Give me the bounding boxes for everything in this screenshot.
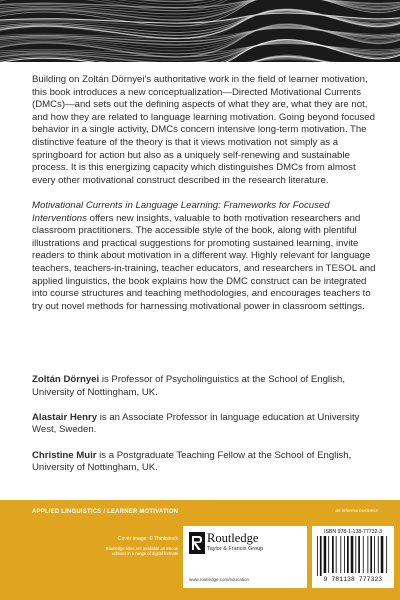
barcode-bar (340, 536, 341, 573)
barcode-digits: 9 781138 777323 (323, 576, 383, 583)
publisher-name: Routledge (207, 531, 259, 545)
barcode-bar (358, 536, 360, 573)
barcode-bar (324, 536, 327, 573)
author-bio-text: is a Postgraduate Teaching Fellow at the School of English, University of Nottingham, UK. (32, 449, 352, 474)
description-paragraph-2 (32, 200, 378, 313)
barcode-bar (370, 536, 372, 573)
author-bio-text: is an Associate Professor in language education at University West, Sweden. (32, 411, 360, 436)
barcode-bar (320, 536, 322, 576)
author-name: Alastair Henry (32, 411, 98, 423)
book-description (32, 74, 378, 326)
author-bio (32, 412, 378, 437)
barcode-bar (347, 536, 349, 573)
publisher-logo (183, 526, 307, 588)
book-title-italic: Motivational Currents in Language Learning: Frameworks for Focused Interventions (32, 199, 330, 224)
author-name: Christine Muir (32, 449, 97, 461)
publisher-url: www.routledge.com/education (189, 577, 250, 582)
barcode-bar (332, 536, 334, 573)
informa-tagline: an informa business (335, 509, 378, 514)
author-bio (32, 450, 378, 475)
isbn-label: ISBN 978-1-138-77732-3 (324, 529, 382, 535)
barcode-bar (355, 536, 356, 573)
series-label: APPLIED LINGUISTICS / LEARNER MOTIVATION (32, 509, 179, 515)
routledge-mark-icon (189, 532, 205, 554)
description-paragraph-2-text: offers new insights, valuable to both motivation researchers and classroom practitioners. The accessible style of the book, along with plentiful illustrations and practical suggestions for promoting sustained learning, invite readers to think about motivation in a different way. Highly relevant for language teachers, teachers-in-training, teacher educators, and researchers in TESOL and applied linguistics, the book explains how the DMC construct can be integrated into course structures and teaching methodologies, and encourages teachers to try out novel methods for harnessing motivational power in classroom settings. (32, 212, 376, 312)
cover-credits (100, 536, 178, 556)
barcode-bar (317, 536, 318, 576)
cover-image-credit: Cover image: © Thinkstock (117, 536, 178, 542)
barcode-bar (386, 536, 387, 573)
barcode-bar (328, 536, 329, 573)
barcode-bar (351, 536, 354, 573)
barcode-bar (378, 536, 379, 573)
description-paragraph-1: Building on Zoltán Dörnyei's authoritative work in the field of learner motivation, this book introduces a new conceptualization—Directed Motivational Currents (DMCs)—and sets out the defining aspects of what they are, what they are not, and how they are related to language learning motivation. Going beyond focused behavior in a single activity, DMCs concern intensive long-term motivation. The distinctive feature of the theory is that it views motivation not simply as a springboard for action but also as a uniquely self-renewing and sustainable process. It is this energizing capacity which distinguishes DMCs from almost every other motivational construct described in the research literature. (32, 74, 375, 186)
author-name: Zoltán Dörnyei (32, 374, 100, 385)
swirl-stroke (0, 11, 400, 32)
publisher-subtitle: Taylor & Francis Group (207, 546, 264, 552)
author-bio-text: is Professor of Psycholinguistics at the School of English, University of Nottingham, UK. (32, 374, 345, 398)
barcode-bar (381, 536, 384, 573)
barcode-bar (344, 536, 345, 573)
barcode-bar (374, 536, 375, 573)
barcode-bar (336, 536, 337, 573)
author-bio (32, 374, 378, 399)
barcode-bar (363, 536, 364, 573)
barcode-panel (312, 526, 394, 588)
ebook-note: Routledge titles are available as eBook editions in a range of digital formats (105, 545, 178, 556)
barcode-icon (316, 536, 390, 576)
author-bios (32, 374, 378, 487)
cover-swirl-art (0, 0, 400, 62)
barcode-bar (367, 536, 368, 573)
